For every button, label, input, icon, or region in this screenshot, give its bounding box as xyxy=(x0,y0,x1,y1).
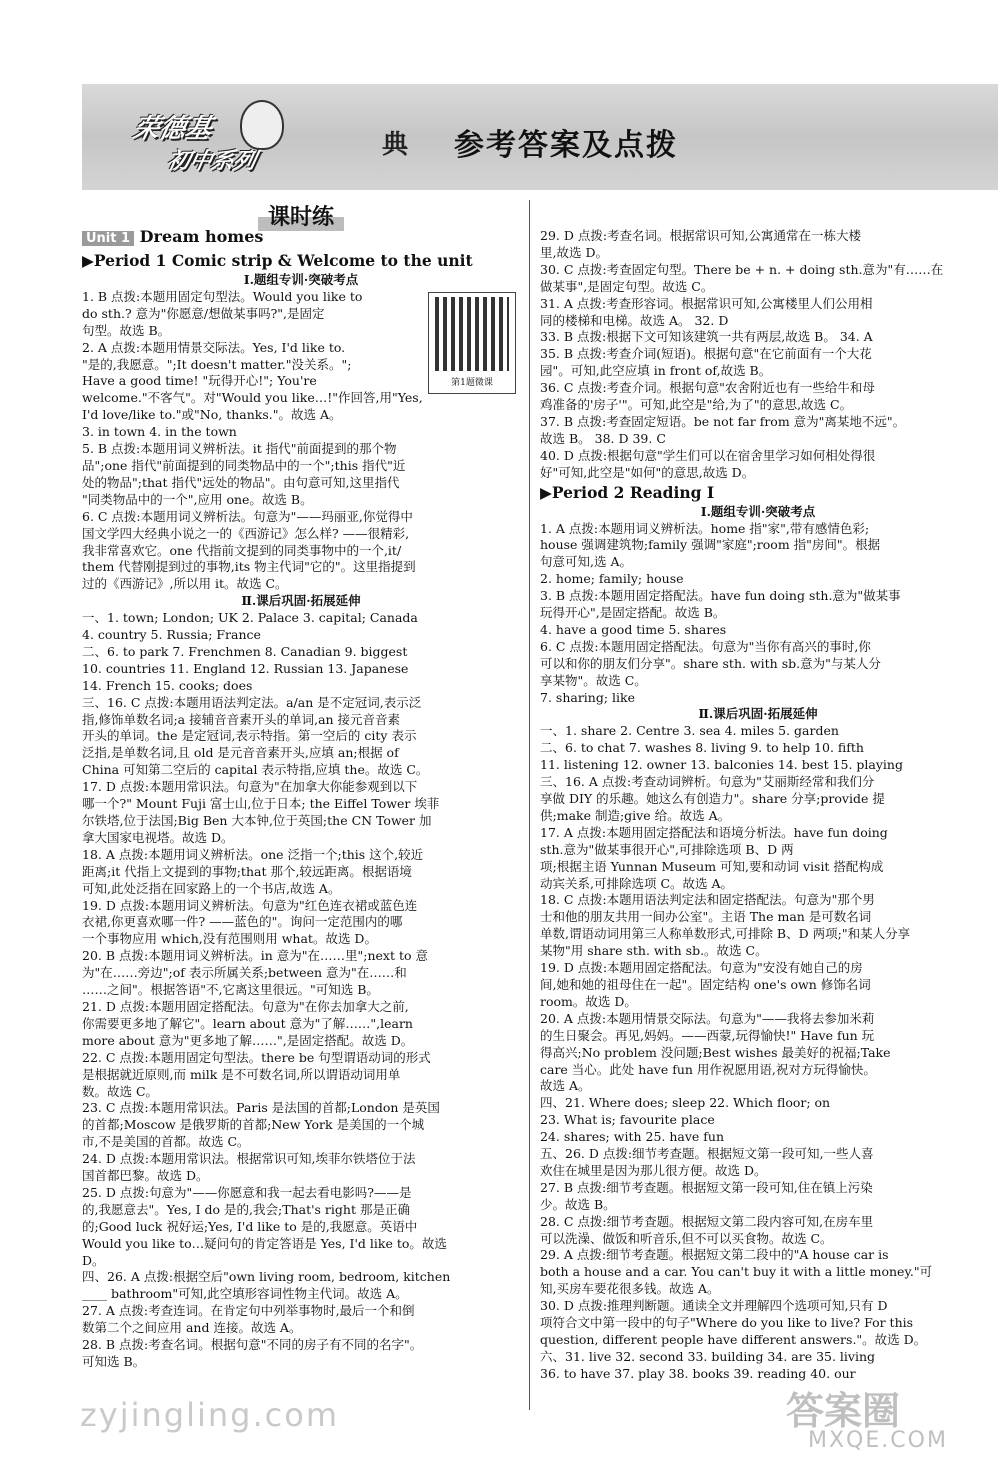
answer-line: 士和他的朋友共用一间办公室"。主语 The man 是可数名词 xyxy=(540,909,872,925)
answer-line: 泛指,是单数名词,且 old 是元音音素开头,应填 an;根据 of xyxy=(82,745,399,761)
answer-line: 项符合文中第一段中的句子"Where do you like to live? For this xyxy=(540,1315,914,1331)
answer-line: 某物"用 share sth. with sb.。故选 C。 xyxy=(540,943,768,959)
answer-line: 17. A 点拨:本题用固定搭配法和语境分析法。have fun doing xyxy=(540,824,888,840)
answer-line: 做某事",是固定句型。故选 C。 xyxy=(540,278,714,294)
answer-line: 过的《西游记》,所以用 it。故选 C。 xyxy=(82,576,288,592)
answer-line: 4. have a good time 5. shares xyxy=(540,621,727,637)
answer-line: ……之间"。根据答语"不,它离这里很远。"可知选 B。 xyxy=(82,982,379,998)
answer-line: 19. D 点拨:本题用固定搭配法。句意为"安没有她自己的房 xyxy=(540,960,863,976)
answer-line: 园"。可知,此空应填 in front of,故选 B。 xyxy=(540,363,772,379)
page-title: 参考答案及点拨 xyxy=(454,128,678,163)
answer-line: 一、1. share 2. Centre 3. sea 4. miles 5. garden xyxy=(540,723,839,739)
answer-line: 28. C 点拨:细节考查题。根据短文第二段内容可知,在房车里 xyxy=(540,1213,874,1229)
answer-line: 18. A 点拨:本题用词义辨析法。one 泛指一个;this 这个,较近 xyxy=(82,846,424,862)
answer-line: 四、26. A 点拨:根据空后"own living room, bedroom, kitchen xyxy=(82,1269,451,1285)
answer-line: 二、6. to chat 7. washes 8. living 9. to help 10. fifth xyxy=(540,740,864,756)
section-heading: Ⅰ.题组专训·突破考点 xyxy=(243,272,359,287)
answer-line: 30. C 点拨:考查固定句型。There be + n. + doing sth.意为"有……在 xyxy=(540,261,944,277)
answer-line: 距离;it 代指上文提到的事物;that 那个,较远距离。根据语境 xyxy=(82,863,412,879)
unit-line: Unit 1 Dream homes xyxy=(82,226,520,250)
answer-line: 三、16. A 点拨:考查动词辨析。句意为"艾丽斯经常和我们分 xyxy=(540,774,875,790)
section-title: 课时练 xyxy=(258,200,344,231)
answer-line: 二、6. to park 7. Frenchmen 8. Canadian 9. biggest xyxy=(82,643,408,659)
answer-line: 40. D 点拨:根据句意"学生们可以在宿舍里学习如何相处得很 xyxy=(540,447,876,463)
qr-caption: 第1题微课 xyxy=(451,378,493,388)
answer-line: 故选 B。 38. D 39. C xyxy=(540,430,666,446)
left-column xyxy=(82,226,520,1371)
watermark-left: zyjingling.com xyxy=(80,1396,339,1434)
answer-line: 7. sharing; like xyxy=(540,689,635,705)
answer-line: 里,故选 D。 xyxy=(540,244,608,260)
answer-line: 3. in town 4. in the town xyxy=(82,424,237,440)
answer-line: 20. B 点拨:本题用词义辨析法。in 意为"在……里";next to 意 xyxy=(82,948,428,964)
answer-line: 是根据就近原则,而 milk 是不可数名词,所以谓语动词用单 xyxy=(82,1066,401,1082)
answer-line: 36. to have 37. play 38. books 39. reading 40. our xyxy=(540,1365,856,1381)
answer-line: 6. C 点拨:本题用固定搭配法。句意为"当你有高兴的事时,你 xyxy=(540,638,871,654)
answer-line: 句型。故选 B。 xyxy=(82,322,171,338)
answer-line: 10. countries 11. England 12. Russian 13. Japanese xyxy=(82,660,409,676)
answer-line: 同的楼梯和电梯。故选 A。 32. D xyxy=(540,312,729,328)
answer-line: 品";one 指代"前面提到的同类物品中的一个";this 指代"近 xyxy=(82,457,406,473)
answer-line: 5. B 点拨:本题用词义辨析法。it 指代"前面提到的那个物 xyxy=(82,441,397,457)
answer-line: 20. A 点拨:本题用情景交际法。句意为"——我将去参加米莉 xyxy=(540,1010,875,1026)
answer-line: 数第二个之间应用 and 连接。故选 A。 xyxy=(82,1320,302,1336)
answer-line: 国首都巴黎。故选 D。 xyxy=(82,1168,209,1184)
answer-line: question, different people have different answers."。故选 D。 xyxy=(540,1332,927,1347)
answer-line: 我非常喜欢它。one 代指前文提到的同类事物中的一个,it/ xyxy=(82,542,402,558)
answer-line: Would you like to…疑问句的肯定答语是 Yes, I'd like to。故选 xyxy=(82,1235,447,1251)
answer-line: 句意可知,选 A。 xyxy=(540,554,632,570)
answer-line: 欢住在城里是因为那儿很方便。故选 D。 xyxy=(540,1162,767,1178)
answer-line: 好"可知,此空是"如何"的意思,故选 D。 xyxy=(540,464,755,480)
answer-line: 市,不是美国的首都。故选 C。 xyxy=(82,1134,250,1150)
section-heading: Ⅱ.课后巩固·拓展延伸 xyxy=(241,593,361,609)
answer-line: 五、26. D 点拨:细节考查题。根据短文第一段可知,一些人喜 xyxy=(540,1146,874,1162)
author-avatar-icon xyxy=(240,100,284,150)
answer-line: 的,我愿意去"。Yes, I do 是的,我会;That's right 那是正确 xyxy=(82,1201,410,1217)
answer-line: 25. D 点拨:句意为"——你愿意和我一起去看电影吗?——是 xyxy=(82,1184,412,1200)
period: ▶Period 2 Reading Ⅰ xyxy=(540,482,715,502)
answer-line: 6. C 点拨:本题用词义辨析法。句意为"——玛丽亚,你觉得中 xyxy=(82,508,413,524)
answer-line: 3. B 点拨:本题用固定搭配法。have fun doing sth.意为"做某事 xyxy=(540,588,901,604)
qr-code[interactable] xyxy=(428,292,516,394)
answer-line: 1. A 点拨:本题用词义辨析法。home 指"家",带有感情色彩; xyxy=(540,520,870,536)
answer-line: 2. A 点拨:本题用情景交际法。Yes, I'd like to. xyxy=(82,339,346,355)
answer-line: 数。故选 C。 xyxy=(82,1083,159,1099)
period: ▶Period 1 Comic strip & Welcome to the unit xyxy=(82,251,473,270)
logo-line1: 荣德基 xyxy=(130,114,215,144)
answer-line: 得高兴;No problem 没问题;Best wishes 最美好的祝福;Take xyxy=(540,1044,891,1060)
answer-line: house 强调建筑物;family 强调"家庭";room 指"房间"。根据 xyxy=(540,537,881,553)
answer-line: 2. home; family; house xyxy=(540,571,684,587)
answer-line: 供;make 制造;give 给。故选 A。 xyxy=(540,807,731,823)
answer-line: 一、1. town; London; UK 2. Palace 3. capital; Canada xyxy=(82,610,418,626)
answer-line: 24. D 点拨:本题用常识法。根据常识可知,埃菲尔铁塔位于法 xyxy=(82,1151,416,1167)
answer-line: do sth.? 意为"你愿意/想做某事吗?",是固定 xyxy=(82,305,325,321)
answer-line: 单数,谓语动词用第三人称单数形式,可排除 B、D 两项;"和某人分享 xyxy=(540,926,911,942)
answer-line: I'd love/like to."或"No, thanks."。故选 A。 xyxy=(82,407,342,423)
answer-line: 17. D 点拨:本题用常识法。句意为"在加拿大你能参观到以下 xyxy=(82,779,418,795)
answer-line: 11. listening 12. owner 13. balconies 14. best 15. playing xyxy=(540,757,903,773)
answer-line: "是的,我愿意。";It doesn't matter."没关系。"; xyxy=(82,356,352,372)
answer-line: 知,买房车要花很多钱。故选 A。 xyxy=(540,1281,720,1297)
answer-line: 的生日聚会。再见,妈妈。——西蒙,玩得愉快!" Have fun 玩 xyxy=(540,1027,875,1043)
series-logo xyxy=(90,94,290,178)
answer-line: 动宾关系,可排除选项 C。故选 A。 xyxy=(540,875,734,891)
answer-line: 1. B 点拨:本题用固定句型法。Would you like to xyxy=(82,288,363,304)
answer-line: care 当心。此处 have fun 用作祝愿用语,祝对方玩得愉快。 xyxy=(540,1061,876,1077)
answer-line: 指,修饰单数名词;a 接辅音音素开头的单词,an 接元音音素 xyxy=(82,711,401,727)
answer-line: 27. A 点拨:考查连词。在肯定句中列举事物时,最后一个和倒 xyxy=(82,1303,415,1319)
answer-line: 六、31. live 32. second 33. building 34. are 35. living xyxy=(540,1348,876,1364)
answer-line: 37. B 点拨:考查固定短语。be not far from 意为"离某地不远"。 xyxy=(540,413,906,429)
answer-line: 哪一个?" Mount Fuji 富士山,位于日本; the Eiffel Tower 埃菲 xyxy=(82,796,440,812)
answer-line: 三、16. C 点拨:本题用语法判定法。a/an 是不定冠词,表示泛 xyxy=(82,694,422,710)
answer-line: 玩得开心",是固定搭配。故选 B。 xyxy=(540,605,726,621)
header-banner xyxy=(82,84,998,190)
answer-line: 36. C 点拨:考查介词。根据句意"农舍附近也有一些给牛和母 xyxy=(540,380,875,396)
section-heading: Ⅱ.课后巩固·拓展延伸 xyxy=(698,706,818,722)
answer-line: China 可知第二空后的 capital 表示特指,应填 the。故选 C。 xyxy=(82,762,429,778)
answer-line: 开头的单词。the 是定冠词,表示特指。第一空后的 city 表示 xyxy=(82,728,417,744)
answer-line: Have a good time! "玩得开心!"; You're xyxy=(82,373,317,389)
answer-line: 可知,此处泛指在回家路上的一个书店,故选 A。 xyxy=(82,880,341,896)
answer-line: 四、21. Where does; sleep 22. Which floor; on xyxy=(540,1095,831,1111)
answer-line: D。 xyxy=(82,1252,105,1268)
answer-line: 14. French 15. cooks; does xyxy=(82,677,253,693)
answer-line: them 代替刚提到过的事物,its 物主代词"它的"。这里指提到 xyxy=(82,559,416,575)
answer-line: room。故选 D。 xyxy=(540,993,637,1009)
answer-line: 享做 DIY 的乐趣。她这么有创造力"。share 分享;provide 提 xyxy=(540,791,885,806)
column-divider xyxy=(529,200,530,1410)
answer-line: 21. D 点拨:本题用固定搭配法。句意为"在你去加拿大之前, xyxy=(82,998,409,1014)
answer-line: 33. B 点拨:根据下文可知该建筑一共有两层,故选 B。 34. A xyxy=(540,329,873,345)
answer-line: 23. C 点拨:本题用常识法。Paris 是法国的首都;London 是英国 xyxy=(82,1100,440,1116)
answer-line: 衣裙,你更喜欢哪一件? ——蓝色的"。询问一定范围内的哪 xyxy=(82,914,403,930)
answer-line: 31. A 点拨:考查形容词。根据常识可知,公寓楼里人们公用相 xyxy=(540,295,873,311)
answer-line: "同类物品中的一个",应用 one。故选 B。 xyxy=(82,491,313,507)
answer-line: 29. D 点拨:考查名词。根据常识可知,公寓通常在一栋大楼 xyxy=(540,228,862,243)
answer-line: 你需要更多地了解它"。learn about 意为"了解……",learn xyxy=(82,1015,413,1031)
answer-line: 少。故选 B。 xyxy=(540,1196,616,1212)
qr-code-icon xyxy=(435,297,509,371)
answer-line: more about 意为"更多地了解……",是固定搭配。故选 D。 xyxy=(82,1032,414,1048)
answer-line: 享某物"。故选 C。 xyxy=(540,672,647,688)
unit-tag: Unit 1 xyxy=(82,231,134,246)
answer-line: 可知选 B。 xyxy=(82,1354,146,1369)
answer-line: 23. What is; favourite place xyxy=(540,1112,715,1128)
dian-icon: 典 xyxy=(382,130,409,160)
answer-line: 22. C 点拨:本题用固定句型法。there be 句型谓语动词的形式 xyxy=(82,1049,431,1065)
answer-line: 为"在……旁边";of 表示所属关系;between 意为"在……和 xyxy=(82,965,407,981)
answer-line: 19. D 点拨:本题用词义辨析法。句意为"红色连衣裙或蓝色连 xyxy=(82,897,418,913)
answer-line: 29. A 点拨:细节考查题。根据短文第二段中的"A house car is xyxy=(540,1247,889,1263)
answer-line: 鸡准备的'房子'"。可知,此空是"给,为了"的意思,故选 C。 xyxy=(540,397,853,413)
section-heading: Ⅰ.题组专训·突破考点 xyxy=(700,503,816,519)
answer-line: 30. D 点拨:推理判断题。通读全文并理解四个选项可知,只有 D xyxy=(540,1298,888,1314)
answer-line: sth.意为"做某事很开心",可排除选项 B、D 两 xyxy=(540,841,794,857)
answer-line: 的;Good luck 祝好运;Yes, I'd like to 是的,我愿意。英语中 xyxy=(82,1218,418,1234)
answer-line: welcome."不客气"。对"Would you like…!"作回答,用"Yes, xyxy=(82,390,423,406)
answer-line: 拿大国家电视塔。故选 D。 xyxy=(82,829,234,845)
answer-line: 国文学四大经典小说之一的《西游记》怎么样? ——很精彩, xyxy=(82,525,410,541)
answer-line: 18. C 点拨:本题用语法判定法和固定搭配法。句意为"那个男 xyxy=(540,892,875,908)
answer-line: 35. B 点拨:考查介词(短语)。根据句意"在它前面有一个大花 xyxy=(540,346,872,362)
answer-line: 尔铁塔,位于法国;Big Ben 大本钟,位于英国;the CN Tower 加 xyxy=(82,813,432,828)
right-column xyxy=(540,228,976,1383)
answer-line: 可以和你的朋友们分享"。share sth. with sb.意为"与某人分 xyxy=(540,655,881,671)
answer-line: both a house and a car. You can't buy it with a little money."可 xyxy=(540,1264,933,1280)
answer-line: 可以洗澡、做饭和听音乐,但不可以买食物。故选 C。 xyxy=(540,1230,833,1246)
answer-line: 处的物品";that 指代"远处的物品"。由句意可知,这里指代 xyxy=(82,474,400,490)
watermark-logo: 答案圈 xyxy=(786,1389,901,1433)
answer-line: 24. shares; with 25. have fun xyxy=(540,1129,725,1145)
logo-line2: 初中系列 xyxy=(164,149,259,174)
answer-line: 项;根据主语 Yunnan Museum 可知,要和动词 visit 搭配构成 xyxy=(540,858,884,874)
answer-line: ____ bathroom"可知,此空填形容词性物主代词。故选 A。 xyxy=(82,1286,408,1302)
answer-line: 间,她和她的祖母住在一起"。固定结构 one's own 修饰名词 xyxy=(540,976,871,992)
answer-line: 4. country 5. Russia; France xyxy=(82,627,261,643)
answer-line: 一个事物应用 which,没有范围则用 what。故选 D。 xyxy=(82,931,377,947)
answer-line: 故选 A。 xyxy=(540,1078,591,1094)
answer-line: 27. B 点拨:细节考查题。根据短文第一段可知,住在镇上污染 xyxy=(540,1179,873,1195)
watermark-site: MXQE.COM xyxy=(808,1428,948,1453)
answer-line: 的首都;Moscow 是俄罗斯的首都;New York 是美国的一个城 xyxy=(82,1117,425,1133)
answer-line: 28. B 点拨:考查名词。根据句意"不同的房子有不同的名字"。 xyxy=(82,1337,423,1353)
